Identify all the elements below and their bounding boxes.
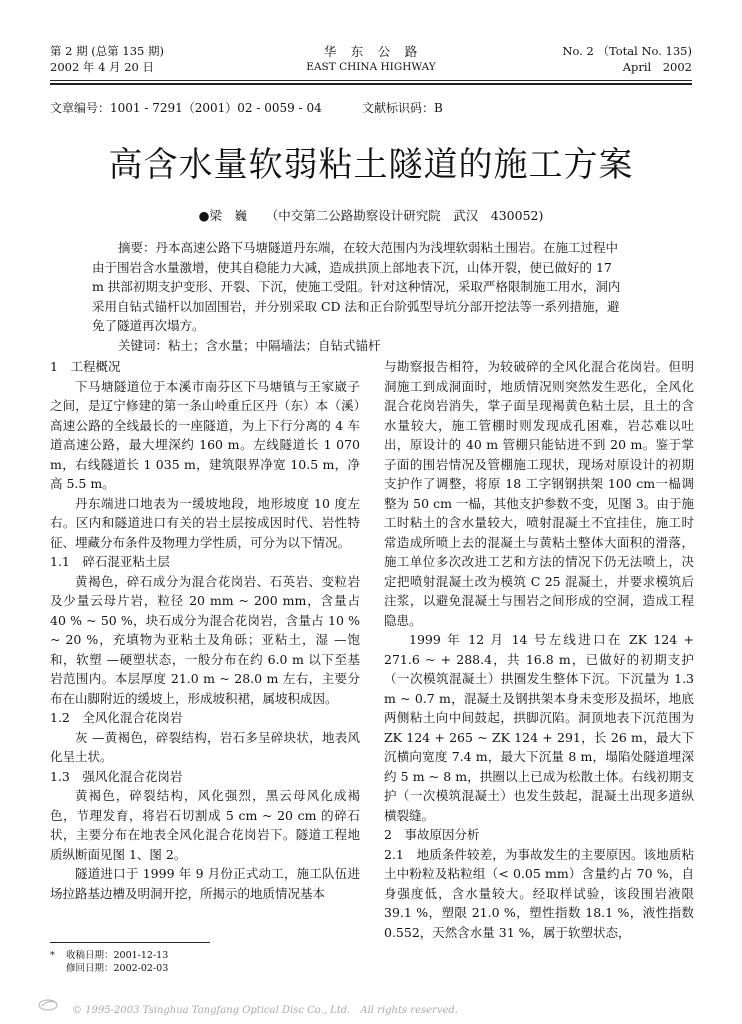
- abstract-line: 免了隧道再次塌方。: [92, 318, 205, 333]
- abstract-line: 采用自钻式锚杆以加固围岩，并分别采取 CD 法和正台阶弧型导坑分部开挖法等一系列措施，避: [92, 298, 620, 314]
- footnote-rule: [50, 942, 210, 943]
- body-paragraph: 丹东端进口地表为一缓坡地段，地形坡度 10 度左右。区内和隧道进口有关的岩土层按成因时代、岩性特征、埋藏分布条件及物理力学性质，可分为以下情况。: [50, 495, 360, 550]
- section-heading: 2 事故原因分析: [384, 827, 480, 842]
- footnote-marker: *: [50, 950, 55, 961]
- keywords: 关键词：粘土；含水量；中隔墙法；自钻式锚杆: [118, 338, 381, 353]
- body-paragraph: 黄褐色，碎裂结构，风化强烈，黑云母风化成褐色，节理发育，将岩石切割成 5 cm ~ 20 cm 的碎石状，主要分布在地表全风化混合花岗岩下。隧道工程地质纵断面见图 1、图 2。: [50, 788, 360, 862]
- header-issue-en: No. 2 （Total No. 135): [562, 44, 692, 58]
- header-rule-thin: [50, 80, 692, 81]
- article-number: 文章编号：1001 - 7291（2001）02 - 0059 - 04: [50, 101, 322, 115]
- section-heading: 1 工程概况: [50, 359, 121, 374]
- section-heading: 1.2 全风化混合花岗岩: [50, 710, 183, 725]
- abstract: [92, 238, 658, 336]
- body-paragraph: 黄褐色，碎石成分为混合花岗岩、石英岩、变粒岩及少量云母片岩，粒径 20 mm ~ 200 mm，含量占 40 % ~ 50 %，块石成分为混合花岗岩，含量占 10 % ~ 20 %，充填物为亚粘土及角砾；亚粘土，湿 —饱和，软塑 —硬塑状态，一般分布在约 6.0 m 以下至基岩范围内。本层厚度 21.0 m ~ 28.0 m 左右，主要分布在山脚附近的缓坡上，形成坡积裙，属坡积成因。: [50, 573, 360, 706]
- abstract-line: 由于围岩含水量激增，使其自稳能力大减，造成拱顶上部地表下沉，山体开裂，使已做好的 17: [92, 259, 612, 275]
- article-title: 高含水量软弱粘土隧道的施工方案: [108, 145, 634, 185]
- revised-date: 修回日期：2002-02-03: [66, 963, 169, 974]
- author-line: ●梁 巍 （中交第二公路勘察设计研究院 武汉 430052): [198, 208, 544, 223]
- header-date-cn: 2002 年 4 月 20 日: [50, 60, 154, 74]
- publisher-logo-icon: [38, 997, 64, 1011]
- header-issue-cn: 第 2 期 (总第 135 期): [50, 44, 165, 58]
- header-journal-cn: 华 东 公 路: [323, 44, 419, 59]
- body-paragraph: 与勘察报告相符，为较破碎的全风化混合花岗岩。但明洞施工到成洞面时，地质情况则突然发生恶化，全风化混合花岗岩消失，掌子面呈现褐黄色粘土层，且土的含水量较大，施工管棚时则发现成孔困难，岩芯难以吐出，原设计的 40 m 管棚只能钻进不到 20 m。鉴于掌子面的围岩情况及管棚施工现状，现场对原设计的初期支护作了调整，将原 18 工字钢钢拱架 100 cm一榀调整为 50 cm 一榀，其他支护参数不变，见图 3。由于施工时粘土的含水量较大，喷射混凝土不宜挂住，施工时常造成所喷上去的混凝土与黄粘土整体大面积的滑落，施工单位多次改进工艺和方法的情况下仍无法喷上，决定把喷射混凝土改为模筑 C 25 混凝土，并要求模筑后注浆，以避免混凝土与围岩之间形成的空洞，造成工程隐患。: [384, 359, 694, 628]
- header-journal-en: EAST CHINA HIGHWAY: [306, 61, 436, 73]
- copyright-notice: © 1995-2003 Tsinghua Tongfang Optical Disc Co., Ltd. All rights reserved.: [72, 1005, 458, 1016]
- body-paragraph: 下马塘隧道位于本溪市南芬区下马塘镇与王家崴子之间，是辽宁修建的第一条山岭重丘区丹（东）本（溪）高速公路的全线最长的一座隧道，为上下行分离的 4 车道高速公路，最大埋深约 160 m。左线隧道长 1 070 m，右线隧道长 1 035 m，建筑限界净宽 10.5 m，净高 5.5 m。: [50, 378, 360, 491]
- section-heading: 1.3 强风化混合花岗岩: [50, 768, 183, 784]
- received-date: 收稿日期：2001-12-13: [66, 950, 169, 961]
- body-paragraph: 2.1 地质条件较差，为事故发生的主要原因。该地质粘土中粉粒及粘粒组（< 0.05 mm）含量约占 70 %，自身强度低，含水量较大。经取样试验，该段围岩液限 39.1 %，塑限 21.0 %，塑性指数 18.1 %，液性指数 0.552，天然含水量 31 %，属于软塑状态，: [384, 846, 694, 940]
- left-column: [50, 357, 360, 903]
- document-code: 文献标识码：B: [362, 101, 443, 115]
- abstract-line: 摘要：丹本高速公路下马塘隧道丹东端，在较大范围内为浅埋软弱粘土围岩。在施工过程中: [118, 240, 619, 255]
- body-paragraph: 隧道进口于 1999 年 9 月份正式动工，施工队伍进场拉路基边槽及明洞开挖，所揭示的地质情况基本: [50, 866, 360, 901]
- body-paragraph: 1999 年 12 月 14 号左线进口在 ZK 124 + 271.6 ~ + 288.4，共 16.8 m，已做好的初期支护（一次模筑混凝土）拱圈发生整体下沉。下沉量为 1.3 m ~ 0.7 m，混凝土及钢拱架本身未变形及损坏，地底两侧粘土向中间鼓起，拱脚沉陷。洞顶地表下沉范围为 ZK 124 + 265 ~ ZK 124 + 291，长 26 m，最大下沉横向宽度 7.4 m，最大下沉量 8 m，塌陷处隧道埋深约 5 m ~ 8 m，拱圈以上已成为松散土体。右线初期支护（一次模筑混凝土）也发生鼓起，混凝土出现多道纵横裂缝。: [384, 632, 694, 823]
- body-paragraph: 灰 —黄褐色，碎裂结构，岩石多呈碎块状，地表风化呈土状。: [50, 729, 360, 764]
- section-heading: 1.1 碎石混亚粘土层: [50, 554, 170, 569]
- header-rule-thick: [50, 83, 692, 85]
- header-date-en: April 2002: [622, 60, 692, 74]
- abstract-line: m 拱部初期支护变形、开裂、下沉，使施工受阻。针对这种情况，采取严格限制施工用水，洞内: [92, 279, 621, 294]
- right-column: [384, 357, 694, 942]
